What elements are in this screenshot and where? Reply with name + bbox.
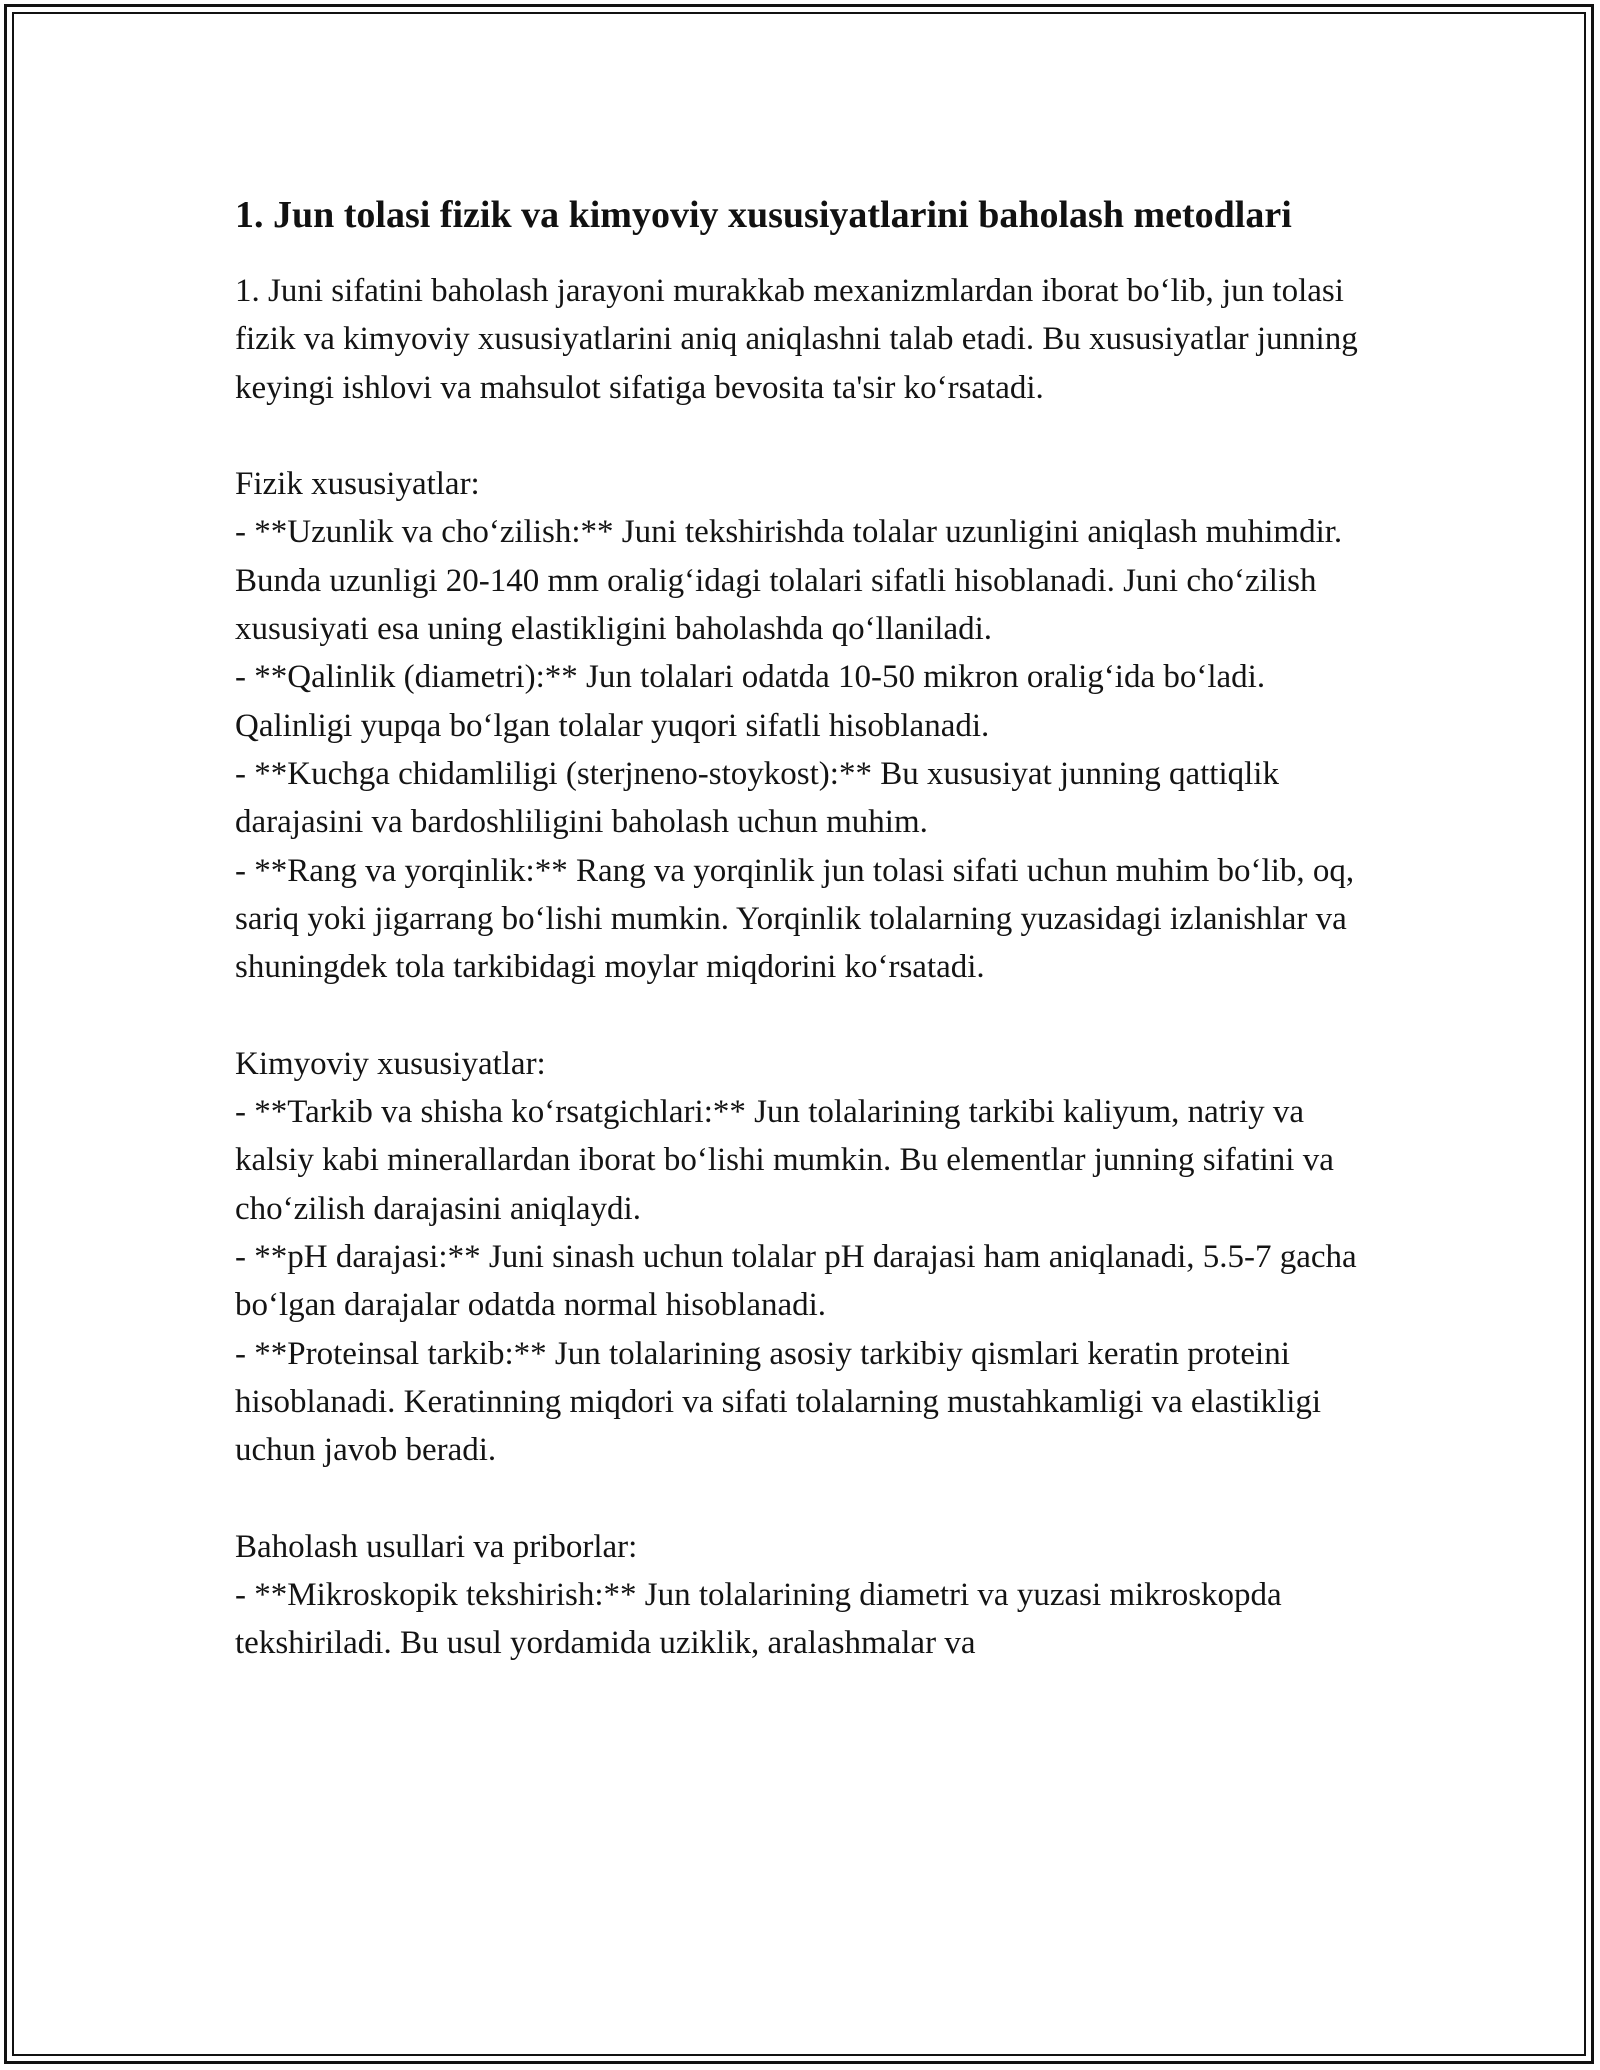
physical-item: - **Rang va yorqinlik:** Rang va yorqinlik jun tolasi sifati uchun muhim bo‘lib, oq, sariq yoki jigarrang bo‘lishi mumkin. Yorqinlik tolalarning yuzasidagi izlanishlar va shuningdek tola tarkibidagi moylar miqdorini ko‘rsatadi. — [235, 852, 1355, 986]
physical-section — [235, 460, 1365, 991]
chemical-item: - **Tarkib va shisha ko‘rsatgichlari:** Jun tolalarining tarkibi kaliyum, natriy va kalsiy kabi minerallardan iborat bo‘lishi mumkin. Bu elementlar junning sifatini va cho‘zilish darajasini aniqlaydi. — [235, 1094, 1334, 1227]
methods-section — [235, 1523, 1365, 1668]
methods-item: - **Mikroskopik tekshirish:** Jun tolalarining diametri va yuzasi mikroskopda tekshiriladi. Bu usul yordamida uziklik, aralashmalar va — [235, 1577, 1282, 1662]
physical-item: - **Kuchga chidamliligi (sterjneno-stoykost):** Bu xususiyat junning qattiqlik darajasini va bardoshliligini baholash uchun muhim. — [235, 755, 1279, 841]
chemical-item: - **pH darajasi:** Juni sinash uchun tolalar pH darajasi ham aniqlanadi, 5.5-7 gacha bo‘lgan darajalar odatda normal hisoblanadi. — [235, 1238, 1357, 1324]
physical-heading: Fizik xususiyatlar: — [235, 466, 480, 503]
methods-heading: Baholash usullari va priborlar: — [235, 1528, 638, 1565]
document-body — [235, 188, 1365, 1668]
chemical-heading: Kimyoviy xususiyatlar: — [235, 1045, 546, 1082]
chemical-item: - **Proteinsal tarkib:** Jun tolalarining asosiy tarkibiy qismlari keratin proteini hisoblanadi. Keratinning miqdori va sifati tolalarning mustahkamligi va elastikligi uchun javob beradi. — [235, 1335, 1322, 1469]
document-title: 1. Jun tolasi fizik va kimyoviy xususiyatlarini baholash metodlari — [235, 194, 1292, 236]
physical-item: - **Qalinlik (diametri):** Jun tolalari odatda 10-50 mikron oralig‘ida bo‘ladi. Qalinligi yupqa bo‘lgan tolalar yuqori sifatli hisoblanadi. — [235, 659, 1266, 744]
chemical-section — [235, 1040, 1365, 1475]
intro-paragraph: 1. Juni sifatini baholash jarayoni murakkab mexanizmlardan iborat bo‘lib, jun tolasi fizik va kimyoviy xususiyatlarini aniq aniqlashni talab etadi. Bu xususiyatlar junning keyingi ishlovi va mahsulot sifatiga bevosita ta'sir ko‘rsatadi. — [235, 273, 1358, 406]
physical-item: - **Uzunlik va cho‘zilish:** Juni tekshirishda tolalar uzunligini aniqlash muhimdir. Bunda uzunligi 20-140 mm oralig‘idagi tolalari sifatli hisoblanadi. Juni cho‘zilish xususiyati esa uning elastikligini baholashda qo‘llaniladi. — [235, 514, 1343, 648]
